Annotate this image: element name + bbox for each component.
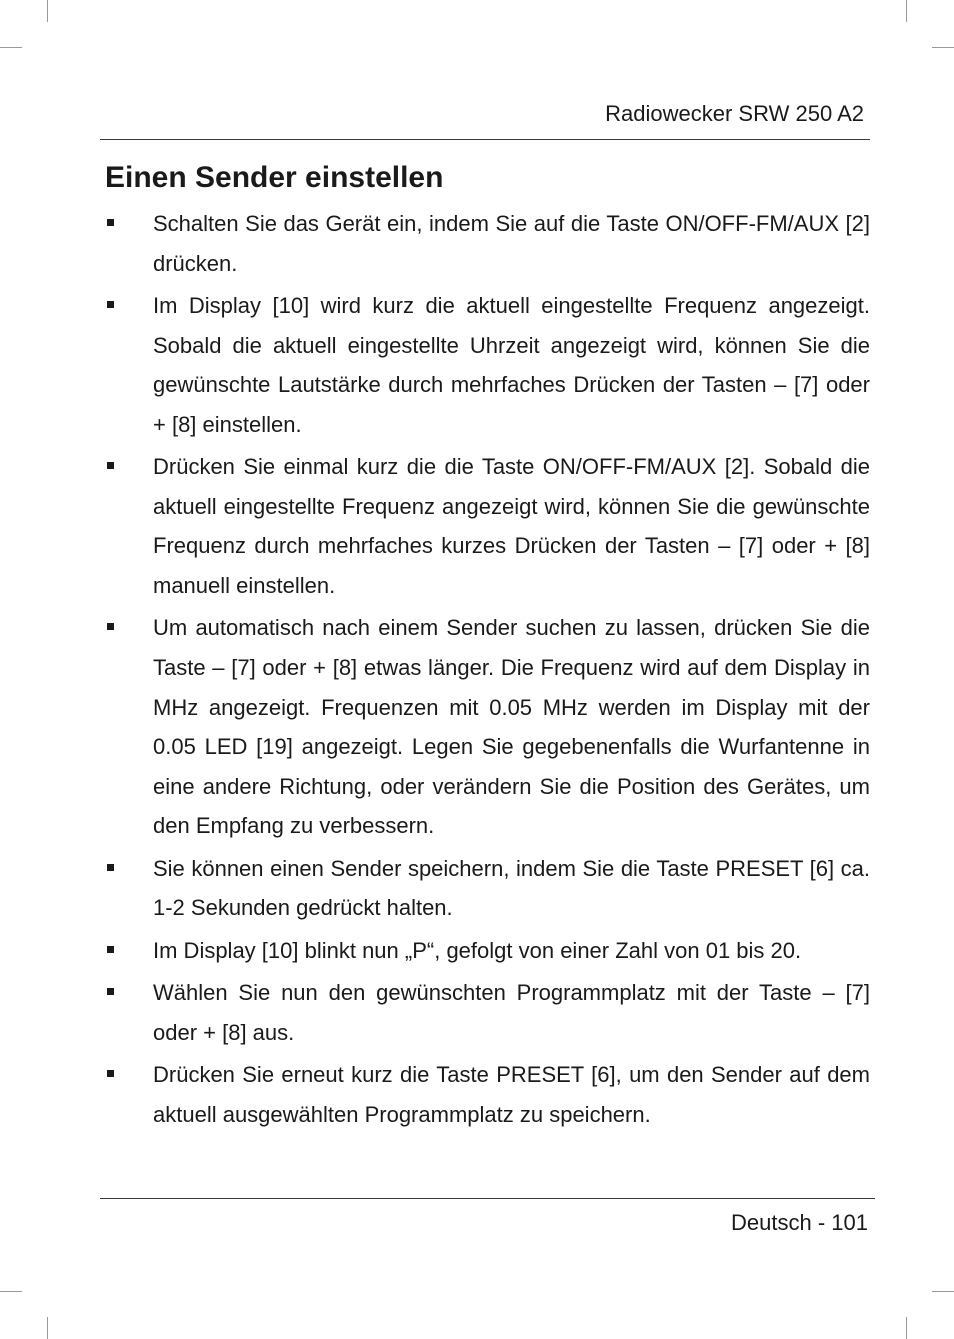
crop-mark-bottom-left-horizontal [0,1291,22,1292]
page-footer [731,1208,868,1238]
square-bullet-icon [107,219,114,226]
crop-mark-bottom-right-vertical [906,1317,907,1339]
running-header: Radiowecker SRW 250 A2 [605,101,864,126]
list-item [105,204,870,283]
list-item-text: Schalten Sie das Gerät ein, indem Sie auf die Taste ON/OFF-FM/AUX [2] drücken. [153,211,870,276]
list-item [105,1055,870,1134]
crop-mark-bottom-left-vertical [47,1317,48,1339]
crop-mark-top-right-horizontal [932,47,954,48]
list-item [105,931,870,971]
crop-mark-bottom-right-horizontal [932,1291,954,1292]
square-bullet-icon [107,864,114,871]
footer-language: Deutsch [731,1210,812,1235]
list-item [105,608,870,846]
square-bullet-icon [107,946,114,953]
square-bullet-icon [107,301,114,308]
list-item-text: Wählen Sie nun den gewünschten Programmplatz mit der Taste – [7] oder + [8] aus. [153,980,870,1045]
crop-mark-top-left-horizontal [0,47,22,48]
page-number: 101 [831,1210,868,1235]
list-item-text: Im Display [10] blinkt nun „P“, gefolgt von einer Zahl von 01 bis 20. [153,937,802,963]
list-item-text: Sie können einen Sender speichern, indem Sie die Taste PRESET [6] ca. 1-2 Sekunden gedrückt halten. [153,855,870,921]
footer-separator: - [811,1210,832,1235]
section-title: Einen Sender einstellen [105,161,444,194]
footer-rule [100,1198,875,1199]
crop-mark-top-right-vertical [906,0,907,22]
instruction-list [105,204,870,1137]
crop-mark-top-left-vertical [47,0,48,22]
list-item-text: Drücken Sie erneut kurz die Taste PRESET [6], um den Sender auf dem aktuell ausgewählten Programmplatz zu speichern. [153,1062,870,1127]
list-item [105,973,870,1052]
list-item-text: Um automatisch nach einem Sender suchen zu lassen, drücken Sie die Taste – [7] oder + [8] etwas länger. Die Frequenz wird auf dem Display in MHz angezeigt. Frequenzen mit 0.05 MHz werden im Display mit der 0.05 LED [19] angezeigt. Legen Sie gegebenenfalls die Wurfantenne in eine andere Richtung, oder verändern Sie die Position des Gerätes, um den Empfang zu verbessern. [153,615,870,839]
square-bullet-icon [107,1070,114,1077]
square-bullet-icon [107,623,114,630]
list-item-text: Im Display [10] wird kurz die aktuell eingestellte Frequenz angezeigt. Sobald die aktuell eingestellte Uhrzeit angezeigt wird, können Sie die gewünschte Lautstärke durch mehrfaches Drücken der Tasten – [7] oder + [8] einstellen. [153,292,870,437]
list-item [105,849,870,928]
header-rule [100,139,870,140]
list-item [105,286,870,444]
square-bullet-icon [107,988,114,995]
square-bullet-icon [107,462,114,469]
list-item-text: Drücken Sie einmal kurz die die Taste ON/OFF-FM/AUX [2]. Sobald die aktuell eingestellte Frequenz angezeigt wird, können Sie die gewünschte Frequenz durch mehrfaches kurzes Drücken der Tasten – [7] oder + [8] manuell einstellen. [153,454,870,598]
list-item [105,447,870,605]
